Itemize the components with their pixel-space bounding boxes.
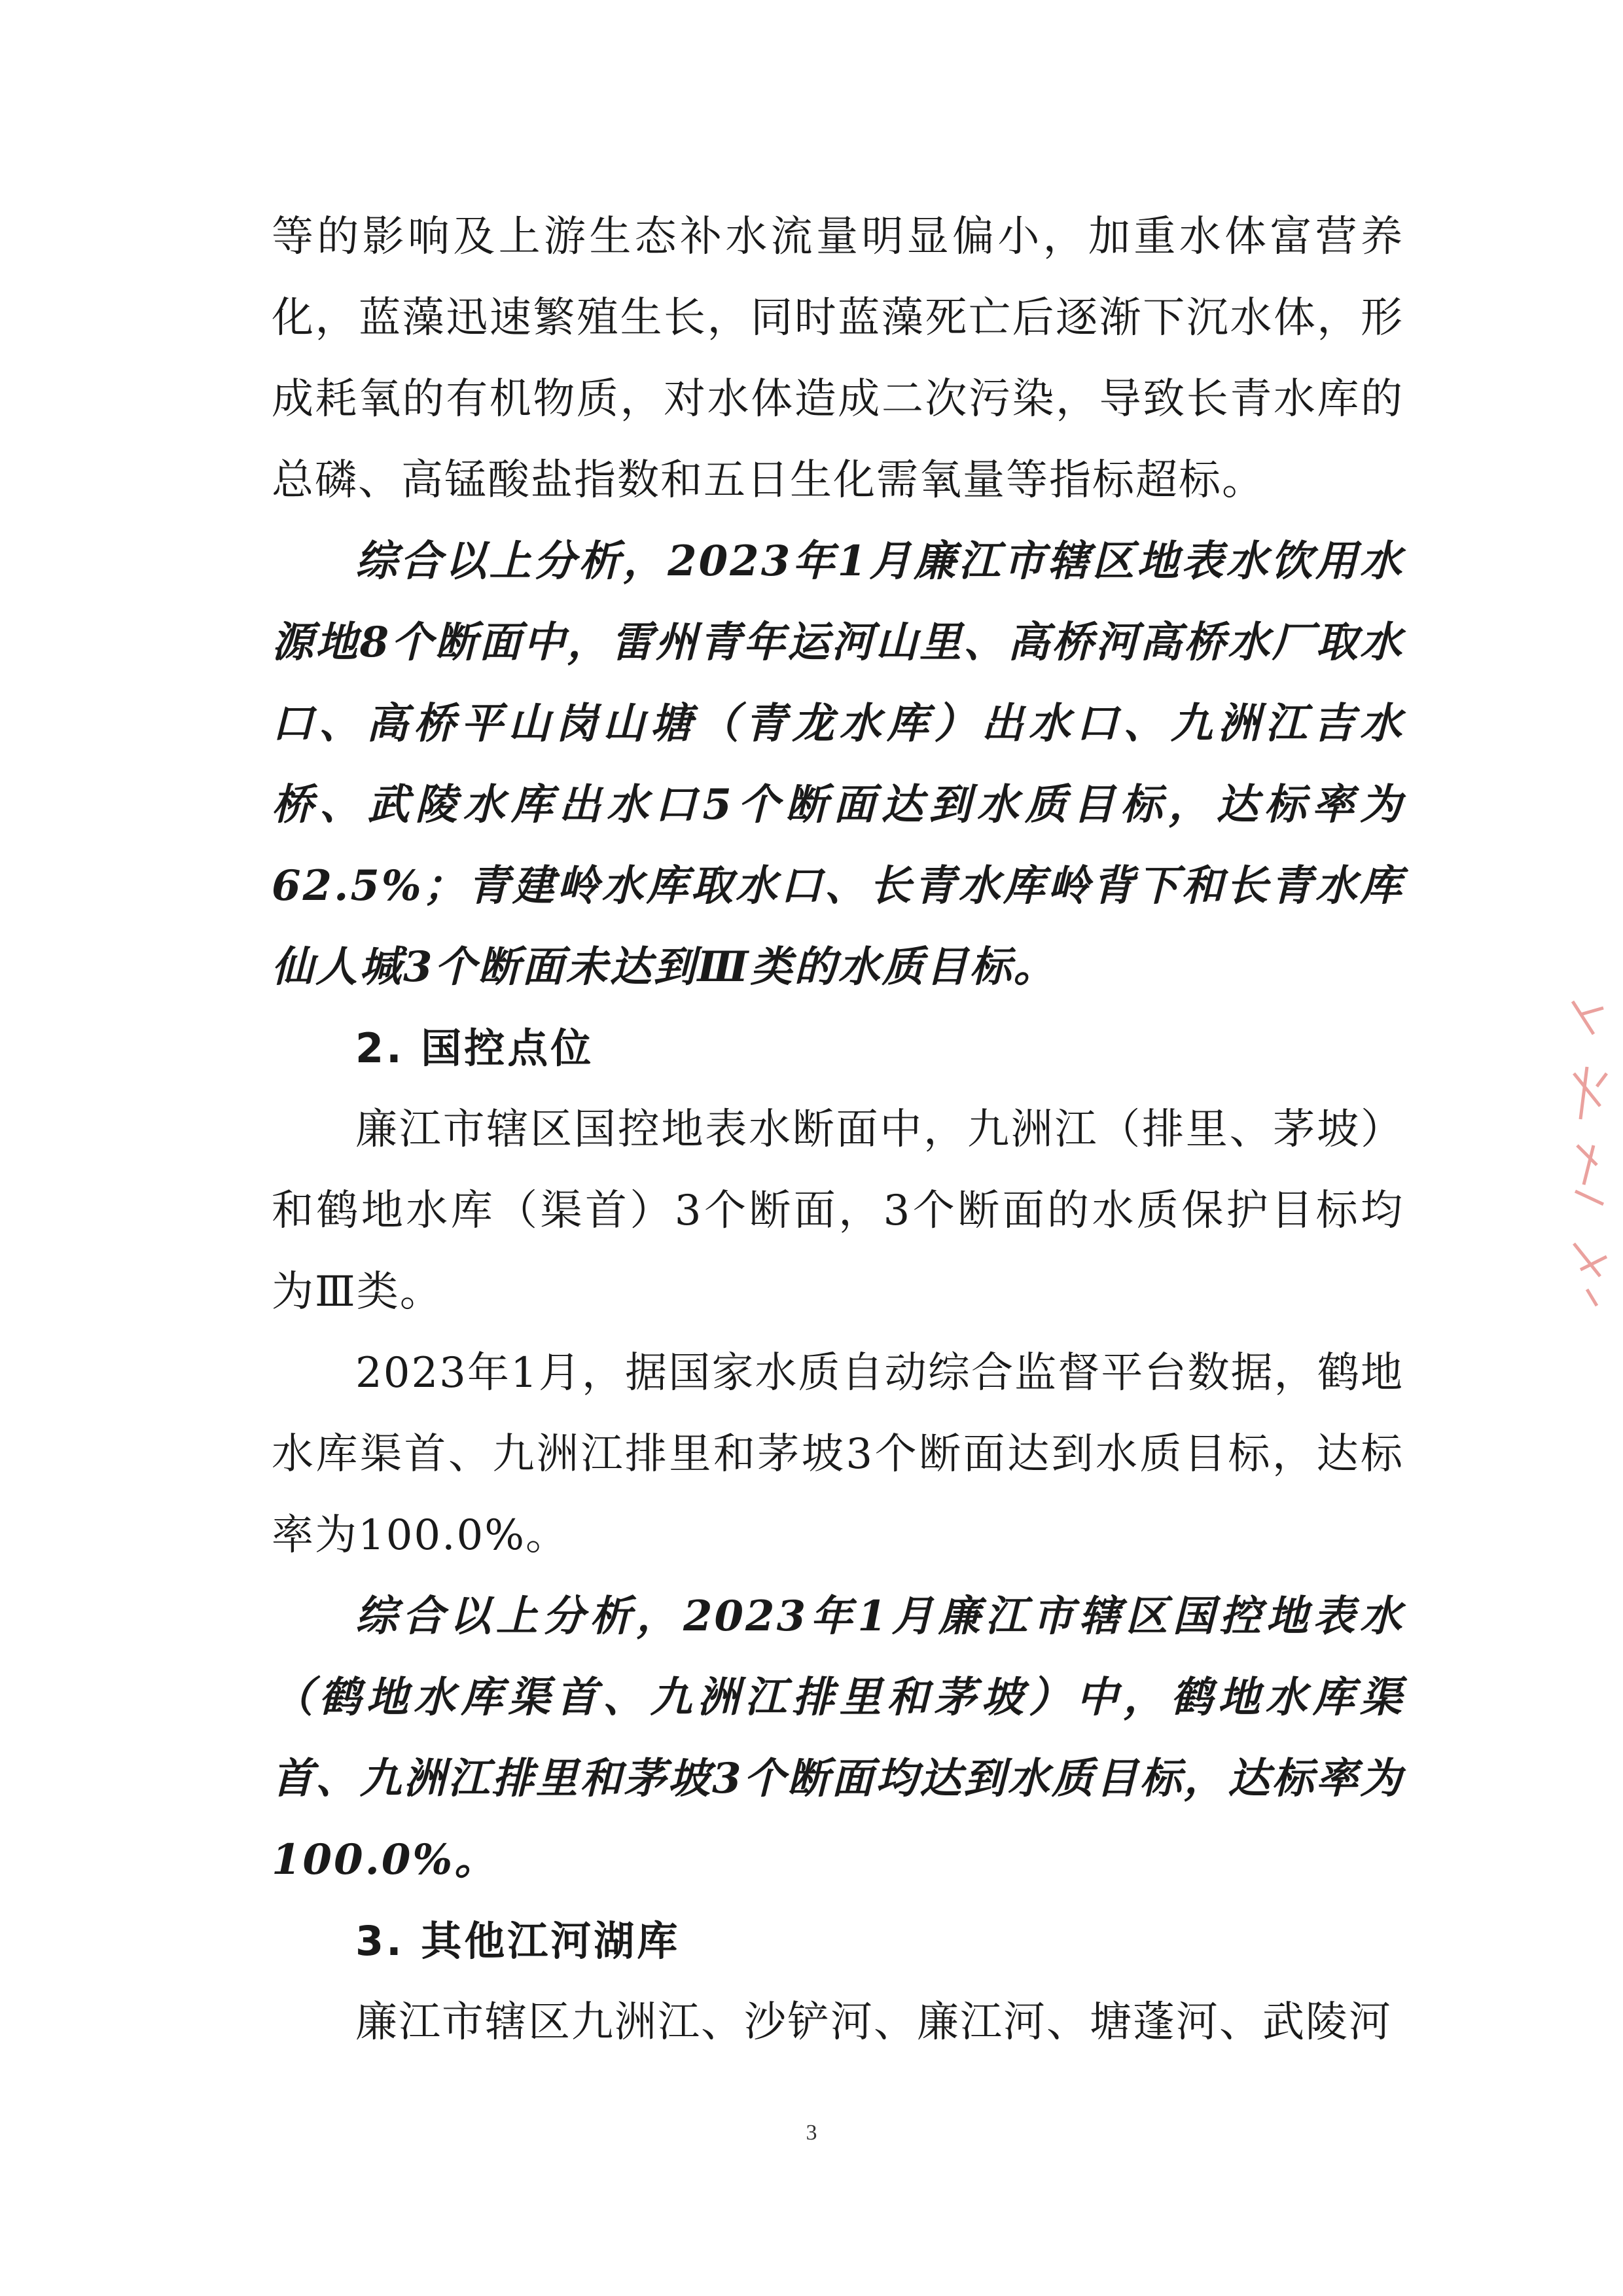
paragraph-cause-analysis: 等的影响及上游生态补水流量明显偏小，加重水体富营养化，蓝藻迅速繁殖生长，同时蓝藻死亡后逐渐下沉水体，形成耗氧的有机物质，对水体造成二次污染，导致长青水库的总磷、高锰酸盐指数和五日生化需氧量等指标超标。 [272, 213, 1404, 505]
paragraph-national-sites-data: 2023年1月，据国家水质自动综合监督平台数据，鹤地水库渠首、九洲江排里和茅坡3个断面达到水质目标，达标率为100.0%。 [272, 1349, 1404, 1560]
paragraph-national-sites-summary: 综合以上分析，2023年1月廉江市辖区国控地表水（鹤地水库渠首、九洲江排里和茅坡）中，鹤地水库渠首、九洲江排里和茅坡3个断面均达到水质目标，达标率为100.0%。 [272, 1592, 1404, 1884]
paragraph-drinking-water-summary: 综合以上分析，2023年1月廉江市辖区地表水饮用水源地8个断面中，雷州青年运河山里、高桥河高桥水厂取水口、高桥平山岗山塘（青龙水库）出水口、九洲江吉水桥、武陵水库出水口5个断面达到水质目标，达标率为62.5%；青建岭水库取水口、长青水库岭背下和长青水库仙人堿3个断面未达到Ⅲ类的水质目标。 [272, 537, 1404, 992]
section-heading-other-waters: 3. 其他江河湖库 [355, 1917, 681, 1965]
page-number: 3 [806, 2121, 817, 2145]
document-body [272, 196, 1404, 2063]
paragraph-other-waters: 廉江市辖区九洲江、沙铲河、廉江河、塘蓬河、武陵河 [355, 1998, 1392, 2047]
paragraph-national-sites-intro: 廉江市辖区国控地表水断面中，九洲江（排里、茅坡）和鹤地水库（渠首）3个断面，3个断面的水质保护目标均为Ⅲ类。 [272, 1105, 1404, 1316]
section-heading-national-sites: 2. 国控点位 [355, 1024, 594, 1072]
seal-fragment-icon [1567, 995, 1613, 1309]
